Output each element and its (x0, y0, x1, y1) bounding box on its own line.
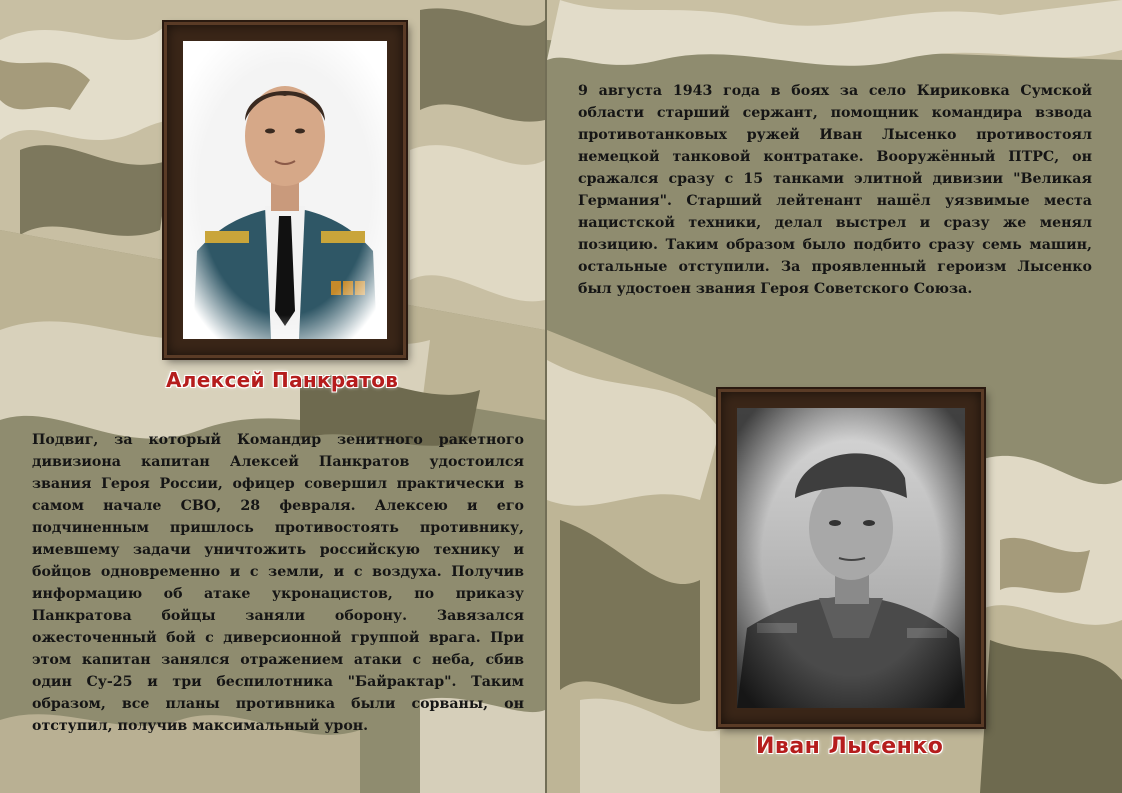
hero-story-text: 9 августа 1943 года в боях за село Кириковка Сумской области старший сержант, помощник командира взвода противотанковых ружей Иван Лысенко противостоял немецкой танковой контратаке. Вооружённый ПТРС, он сражался сразу с 15 танками элитной дивизии "Великая Германия". Старший лейтенант нашёл уязвимые места нацистской техники, делал выстрел и сразу же менял позицию. Таким образом было подбито сразу семь машин, остальные отступили. За проявленный героизм Лысенко был удостоен звания Героя Советского Союза. (578, 83, 1092, 297)
portrait-frame-lysenko (718, 389, 984, 727)
hero-name-caption: Алексей Панкратов (166, 368, 399, 392)
portrait-photo-pankratov (183, 41, 387, 339)
portrait-frame-pankratov (164, 22, 406, 358)
hero-name-caption: Иван Лысенко (756, 734, 944, 759)
portrait-photo-lysenko (737, 408, 965, 708)
hero-story-text: Подвиг, за который Командир зенитного ракетного дивизиона капитан Алексей Панкратов удостоился звания Героя России, офицер совершил практически в самом начале СВО, 28 февраля. Алексею и его подчиненным пришлось противостоять противнику, имевшему задачи уничтожить российскую технику и бойцов одновременно и с земли, и с воздуха. Получив информацию об атаке укронацистов, по приказу Панкратова бойцы заняли оборону. Завязался ожесточенный бой с диверсионной группой врага. При этом капитан занялся отражением атаки с неба, сбив один Су-25 и три беспилотника "Байрактар". Таким образом, все планы противника были сорваны, он отступил, получив максимальный урон. (32, 432, 524, 734)
spread-fold (545, 0, 547, 793)
